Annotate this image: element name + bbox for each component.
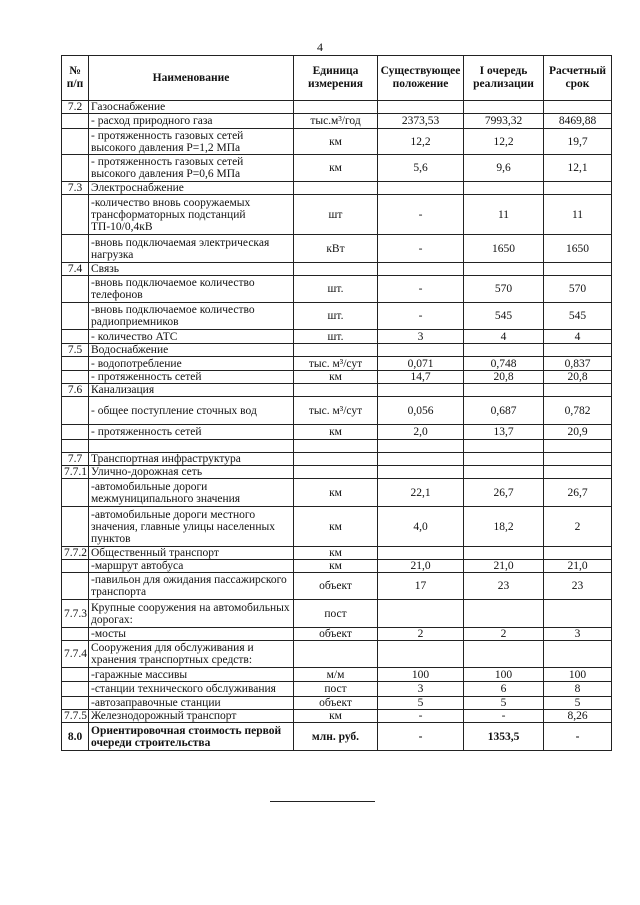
footer-divider [270, 801, 375, 802]
cell-target: 19,7 [544, 129, 612, 155]
cell-unit [294, 466, 378, 479]
cell-target [544, 263, 612, 276]
cell-target: 11 [544, 195, 612, 235]
cell-unit [294, 263, 378, 276]
cell-target: 1650 [544, 235, 612, 263]
cell-name: - протяженность газовых сетей высокого давления Р=1,2 МПа [89, 129, 294, 155]
cell-name: -павильон для ожидания пассажирского транспорта [89, 573, 294, 600]
cell-name: Транспортная инфраструктура [89, 453, 294, 466]
cell-unit: шт. [294, 303, 378, 330]
cell-target: 0,837 [544, 357, 612, 371]
cell-existing: 0,056 [378, 397, 464, 425]
cell-stage1 [464, 344, 544, 357]
cell-stage1: 1353,5 [464, 723, 544, 751]
cell-unit [294, 182, 378, 195]
cell-num [62, 235, 89, 263]
cell-existing: 5,6 [378, 155, 464, 182]
cell-unit: км [294, 371, 378, 384]
cell-stage1 [464, 182, 544, 195]
table-row [62, 330, 612, 344]
cell-name: -станции технического обслуживания [89, 682, 294, 697]
cell-name: - количество АТС [89, 330, 294, 344]
cell-target: 8469,88 [544, 114, 612, 129]
table-row [62, 641, 612, 668]
cell-existing [378, 384, 464, 397]
cell-existing: 4,0 [378, 507, 464, 547]
cell-unit: км [294, 507, 378, 547]
cell-stage1: 6 [464, 682, 544, 697]
page-number: 4 [317, 40, 323, 54]
cell-unit: км [294, 560, 378, 573]
cell-existing: - [378, 235, 464, 263]
cell-target: 23 [544, 573, 612, 600]
table-row [62, 195, 612, 235]
table-body [62, 101, 612, 751]
cell-existing [378, 466, 464, 479]
cell-name: Сооружения для обслуживания и хранения транспортных средств: [89, 641, 294, 668]
cell-unit [294, 641, 378, 668]
cell-num: 7.4 [62, 263, 89, 276]
table-row [62, 682, 612, 697]
table-row [62, 114, 612, 129]
cell-name: - общее поступление сточных вод [89, 397, 294, 425]
cell-unit: м/м [294, 668, 378, 682]
cell-num: 7.7.3 [62, 600, 89, 628]
cell-unit [294, 101, 378, 114]
cell-num [62, 628, 89, 641]
cell-num: 7.7.1 [62, 466, 89, 479]
cell-num: 8.0 [62, 723, 89, 751]
cell-existing: - [378, 195, 464, 235]
cell-num [62, 479, 89, 507]
cell-unit: тыс.м³/год [294, 114, 378, 129]
table-row [62, 600, 612, 628]
cell-stage1: 7993,32 [464, 114, 544, 129]
cell-target: 2 [544, 507, 612, 547]
table-row [62, 710, 612, 723]
cell-name: Крупные сооружения на автомобильных дорогах: [89, 600, 294, 628]
cell-existing: 3 [378, 682, 464, 697]
cell-existing [378, 600, 464, 628]
cell-num [62, 357, 89, 371]
cell-target: 8,26 [544, 710, 612, 723]
cell-target [544, 641, 612, 668]
cell-num: 7.6 [62, 384, 89, 397]
cell-name: -автомобильные дороги межмуниципального значения [89, 479, 294, 507]
cell-name: -вновь подключаемое количество телефонов [89, 276, 294, 303]
cell-stage1 [464, 466, 544, 479]
table-row [62, 101, 612, 114]
cell-existing: 5 [378, 697, 464, 710]
cell-stage1: 13,7 [464, 425, 544, 440]
cell-stage1: 26,7 [464, 479, 544, 507]
cell-unit: тыс. м³/сут [294, 357, 378, 371]
header-num: № п/п [62, 56, 89, 101]
table-row [62, 466, 612, 479]
cell-unit: км [294, 129, 378, 155]
cell-target [544, 344, 612, 357]
cell-unit: км [294, 155, 378, 182]
table-row [62, 357, 612, 371]
table-row [62, 182, 612, 195]
cell-unit [294, 384, 378, 397]
cell-num [62, 330, 89, 344]
cell-num: 7.7.4 [62, 641, 89, 668]
cell-existing: 2373,53 [378, 114, 464, 129]
cell-num [62, 697, 89, 710]
cell-unit [294, 440, 378, 453]
cell-existing: 22,1 [378, 479, 464, 507]
cell-name: -мосты [89, 628, 294, 641]
cell-existing: - [378, 710, 464, 723]
cell-stage1: 11 [464, 195, 544, 235]
cell-unit: км [294, 547, 378, 560]
cell-name: - водопотребление [89, 357, 294, 371]
cell-num [62, 682, 89, 697]
header-row [62, 56, 612, 101]
cell-target [544, 440, 612, 453]
cell-num: 7.7.5 [62, 710, 89, 723]
cell-name: -автомобильные дороги местного значения, главные улицы населенных пунктов [89, 507, 294, 547]
table-row [62, 155, 612, 182]
table-row [62, 628, 612, 641]
cell-stage1: 545 [464, 303, 544, 330]
cell-name: -гаражные массивы [89, 668, 294, 682]
header-unit: Единица измерения [294, 56, 378, 101]
cell-name: Улично-дорожная сеть [89, 466, 294, 479]
cell-stage1 [464, 263, 544, 276]
cell-existing: 12,2 [378, 129, 464, 155]
cell-name: Ориентировочная стоимость первой очереди строительства [89, 723, 294, 751]
cell-stage1 [464, 600, 544, 628]
cell-existing [378, 453, 464, 466]
cell-name: Общественный транспорт [89, 547, 294, 560]
cell-existing: - [378, 723, 464, 751]
cell-existing: 0,071 [378, 357, 464, 371]
cell-name: Электроснабжение [89, 182, 294, 195]
cell-existing [378, 440, 464, 453]
cell-name: -вновь подключаемое количество радиоприемников [89, 303, 294, 330]
cell-num: 7.7 [62, 453, 89, 466]
table-row [62, 344, 612, 357]
cell-stage1 [464, 101, 544, 114]
cell-existing: 3 [378, 330, 464, 344]
table-row [62, 453, 612, 466]
cell-stage1: 2 [464, 628, 544, 641]
cell-stage1: 20,8 [464, 371, 544, 384]
cell-target [544, 600, 612, 628]
cell-stage1: 18,2 [464, 507, 544, 547]
cell-num [62, 425, 89, 440]
cell-existing: 2 [378, 628, 464, 641]
table-row [62, 129, 612, 155]
cell-stage1: - [464, 710, 544, 723]
table-row [62, 371, 612, 384]
cell-existing: 2,0 [378, 425, 464, 440]
cell-stage1: 1650 [464, 235, 544, 263]
cell-stage1: 12,2 [464, 129, 544, 155]
cell-num: 7.2 [62, 101, 89, 114]
cell-num: 7.5 [62, 344, 89, 357]
header-name: Наименование [89, 56, 294, 101]
cell-num [62, 573, 89, 600]
table-row [62, 397, 612, 425]
cell-unit: объект [294, 573, 378, 600]
cell-num: 7.3 [62, 182, 89, 195]
cell-unit: объект [294, 628, 378, 641]
cell-num [62, 129, 89, 155]
cell-name: - протяженность сетей [89, 425, 294, 440]
header-target: Расчетный срок [544, 56, 612, 101]
table-row [62, 723, 612, 751]
table-row [62, 547, 612, 560]
cell-num [62, 195, 89, 235]
cell-target: 5 [544, 697, 612, 710]
cell-unit [294, 453, 378, 466]
cell-name: -количество вновь сооружаемых трансформаторных подстанций ТП-10/0,4кВ [89, 195, 294, 235]
cell-name: -автозаправочные станции [89, 697, 294, 710]
cell-num [62, 397, 89, 425]
cell-existing [378, 101, 464, 114]
cell-target [544, 384, 612, 397]
cell-num [62, 560, 89, 573]
cell-stage1 [464, 547, 544, 560]
cell-stage1 [464, 641, 544, 668]
cell-num [62, 276, 89, 303]
cell-stage1: 9,6 [464, 155, 544, 182]
cell-target [544, 453, 612, 466]
table-row [62, 573, 612, 600]
cell-unit: км [294, 479, 378, 507]
table-row [62, 384, 612, 397]
cell-name: - протяженность сетей [89, 371, 294, 384]
cell-num [62, 155, 89, 182]
table-row [62, 507, 612, 547]
cell-name: Газоснабжение [89, 101, 294, 114]
cell-existing: - [378, 303, 464, 330]
cell-num [62, 303, 89, 330]
cell-target: 8 [544, 682, 612, 697]
cell-unit [294, 344, 378, 357]
cell-existing: 21,0 [378, 560, 464, 573]
cell-existing: 17 [378, 573, 464, 600]
table-row [62, 697, 612, 710]
table-row [62, 303, 612, 330]
cell-stage1: 570 [464, 276, 544, 303]
cell-num [62, 440, 89, 453]
cell-unit: кВт [294, 235, 378, 263]
cell-stage1: 5 [464, 697, 544, 710]
indicators-table [61, 55, 612, 751]
cell-num [62, 371, 89, 384]
cell-name: Водоснабжение [89, 344, 294, 357]
cell-stage1: 0,687 [464, 397, 544, 425]
cell-target: 21,0 [544, 560, 612, 573]
table-row [62, 560, 612, 573]
cell-unit: пост [294, 682, 378, 697]
cell-target: 4 [544, 330, 612, 344]
table-row [62, 276, 612, 303]
cell-unit: км [294, 425, 378, 440]
cell-stage1 [464, 440, 544, 453]
cell-name: - расход природного газа [89, 114, 294, 129]
cell-num [62, 114, 89, 129]
cell-target [544, 101, 612, 114]
cell-target [544, 182, 612, 195]
cell-target: 545 [544, 303, 612, 330]
cell-existing [378, 182, 464, 195]
cell-unit: млн. руб. [294, 723, 378, 751]
header-existing: Существующее положение [378, 56, 464, 101]
cell-target: 3 [544, 628, 612, 641]
cell-unit: объект [294, 697, 378, 710]
cell-stage1 [464, 384, 544, 397]
cell-name: Канализация [89, 384, 294, 397]
cell-unit: шт [294, 195, 378, 235]
cell-target [544, 547, 612, 560]
cell-name: Железнодорожный транспорт [89, 710, 294, 723]
cell-target: 12,1 [544, 155, 612, 182]
cell-target: 20,9 [544, 425, 612, 440]
cell-existing [378, 263, 464, 276]
cell-stage1 [464, 453, 544, 466]
cell-stage1: 4 [464, 330, 544, 344]
cell-name: -вновь подключаемая электрическая нагрузка [89, 235, 294, 263]
table-row [62, 479, 612, 507]
table-row [62, 440, 612, 453]
cell-unit: пост [294, 600, 378, 628]
cell-target: 570 [544, 276, 612, 303]
cell-target: 0,782 [544, 397, 612, 425]
cell-target: 100 [544, 668, 612, 682]
cell-unit: шт. [294, 330, 378, 344]
cell-existing: 14,7 [378, 371, 464, 384]
cell-stage1: 100 [464, 668, 544, 682]
cell-unit: км [294, 710, 378, 723]
table-row [62, 668, 612, 682]
cell-target: 26,7 [544, 479, 612, 507]
cell-name [89, 440, 294, 453]
cell-existing [378, 641, 464, 668]
cell-num: 7.7.2 [62, 547, 89, 560]
cell-name: -маршрут автобуса [89, 560, 294, 573]
table-row [62, 425, 612, 440]
cell-existing: 100 [378, 668, 464, 682]
cell-existing [378, 547, 464, 560]
cell-target: 20,8 [544, 371, 612, 384]
cell-unit: шт. [294, 276, 378, 303]
cell-target: - [544, 723, 612, 751]
cell-name: Связь [89, 263, 294, 276]
cell-stage1: 0,748 [464, 357, 544, 371]
cell-unit: тыс. м³/сут [294, 397, 378, 425]
cell-name: - протяженность газовых сетей высокого давления Р=0,6 МПа [89, 155, 294, 182]
table-row [62, 263, 612, 276]
cell-existing: - [378, 276, 464, 303]
cell-num [62, 507, 89, 547]
cell-stage1: 23 [464, 573, 544, 600]
table-row [62, 235, 612, 263]
cell-stage1: 21,0 [464, 560, 544, 573]
cell-existing [378, 344, 464, 357]
cell-num [62, 668, 89, 682]
cell-target [544, 466, 612, 479]
header-stage1: I очередь реализации [464, 56, 544, 101]
